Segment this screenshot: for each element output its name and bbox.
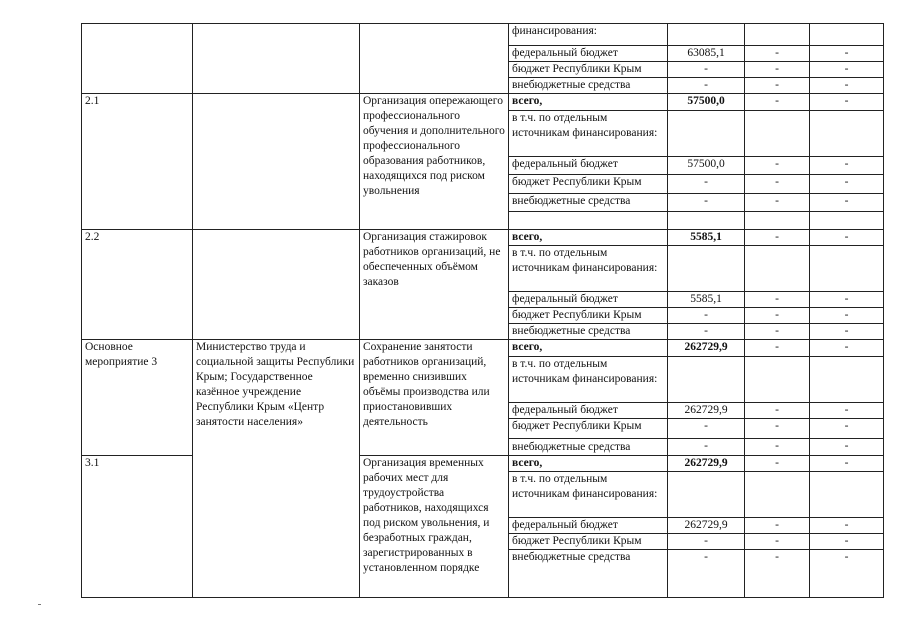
value-cell: - [745,403,810,419]
total-label: всего, [509,94,668,111]
source-label: внебюджетные средства [509,324,668,340]
sources-intro: в т.ч. по отдельным источникам финансирования: [509,357,668,403]
table-row [82,24,884,46]
source-label: внебюджетные средства [509,550,668,598]
value-cell: - [745,518,810,534]
total-value: - [810,340,884,357]
scan-speck [38,604,41,605]
value-cell: - [810,419,884,439]
value-cell: - [668,439,745,456]
value-cell: - [810,157,884,175]
value-cell: - [745,550,810,598]
number-cell: 3.1 [82,456,193,598]
total-label: всего, [509,230,668,246]
total-value: 262729,9 [668,340,745,357]
value-cell: - [668,550,745,598]
value-cell: 5585,1 [668,292,745,308]
table-row [82,340,884,357]
value-cell: - [810,194,884,212]
value-cell: - [745,419,810,439]
source-label: федеральный бюджет [509,157,668,175]
source-label: бюджет Республики Крым [509,308,668,324]
value-cell: - [668,419,745,439]
value-cell: - [810,62,884,78]
value-cell: - [810,292,884,308]
number-cell: 2.1 [82,94,193,230]
total-label: всего, [509,456,668,472]
value-cell: - [810,175,884,194]
total-label: всего, [509,340,668,357]
value-cell: - [668,534,745,550]
value-cell: - [745,157,810,175]
total-value: - [745,230,810,246]
sources-intro: в т.ч. по отдельным источникам финансирования: [509,472,668,518]
value-cell: - [810,439,884,456]
number-cell: Основное мероприятие 3 [82,340,193,456]
activity-name-cell: Сохранение занятости работников организаций, временно снизивших объёмы производства или приостановивших деятельность [360,340,509,456]
total-value: - [810,456,884,472]
source-label: федеральный бюджет [509,403,668,419]
total-value: - [810,230,884,246]
activity-name-cell: Организация временных рабочих мест для трудоустройства работников, находящихся под риском увольнения, и безработных граждан, зарегистрированных в установленном порядке [360,456,509,598]
source-label: федеральный бюджет [509,46,668,62]
value-cell: - [810,78,884,94]
value-cell: - [668,175,745,194]
executor-cell: Министерство труда и социальной защиты Республики Крым; Государственное казённое учреждение Республики Крым «Центр занятости населения» [193,340,360,598]
activity-name-cell [360,24,509,94]
value-cell: 262729,9 [668,518,745,534]
total-value: - [745,456,810,472]
source-label: бюджет Республики Крым [509,419,668,439]
value-cell: - [745,175,810,194]
value-cell: - [810,308,884,324]
source-label: внебюджетные средства [509,194,668,212]
value-cell: - [810,550,884,598]
value-cell: - [745,324,810,340]
value-cell: - [745,78,810,94]
table-row [82,230,884,246]
total-value: - [810,94,884,111]
source-label: бюджет Республики Крым [509,62,668,78]
executor-cell [193,230,360,340]
financing-table [81,23,884,598]
value-cell: - [668,308,745,324]
value-cell: - [810,46,884,62]
value-cell: 57500,0 [668,157,745,175]
value-cell: - [810,324,884,340]
value-cell: - [668,78,745,94]
value-cell: - [745,194,810,212]
value-cell: - [745,62,810,78]
sources-intro: в т.ч. по отдельным источникам финансирования: [509,246,668,292]
value-cell: - [810,534,884,550]
total-value: 262729,9 [668,456,745,472]
value-cell: - [810,403,884,419]
source-label: федеральный бюджет [509,518,668,534]
executor-cell [193,94,360,230]
total-value: 57500,0 [668,94,745,111]
value-cell: - [745,46,810,62]
value-cell: - [668,324,745,340]
value-cell: - [745,308,810,324]
source-label: федеральный бюджет [509,292,668,308]
value-cell: 63085,1 [668,46,745,62]
total-value: 5585,1 [668,230,745,246]
executor-cell [193,24,360,94]
value-cell: - [745,439,810,456]
value-cell: 262729,9 [668,403,745,419]
source-label: внебюджетные средства [509,439,668,456]
number-cell: 2.2 [82,230,193,340]
value-cell: - [810,518,884,534]
source-label: бюджет Республики Крым [509,534,668,550]
table-row [82,94,884,111]
value-cell: - [668,194,745,212]
value-cell: - [668,62,745,78]
sources-intro: в т.ч. по отдельным источникам финансирования: [509,111,668,157]
number-cell [82,24,193,94]
total-value: - [745,340,810,357]
source-label: финансирования: [509,24,668,46]
source-label: бюджет Республики Крым [509,175,668,194]
value-cell: - [745,292,810,308]
activity-name-cell: Организация стажировок работников организаций, не обеспеченных объёмом заказов [360,230,509,340]
activity-name-cell: Организация опережающего профессионального обучения и дополнительного профессионального образования работников, находящихся под риском увольнения [360,94,509,230]
source-label: внебюджетные средства [509,78,668,94]
value-cell: - [745,534,810,550]
total-value: - [745,94,810,111]
